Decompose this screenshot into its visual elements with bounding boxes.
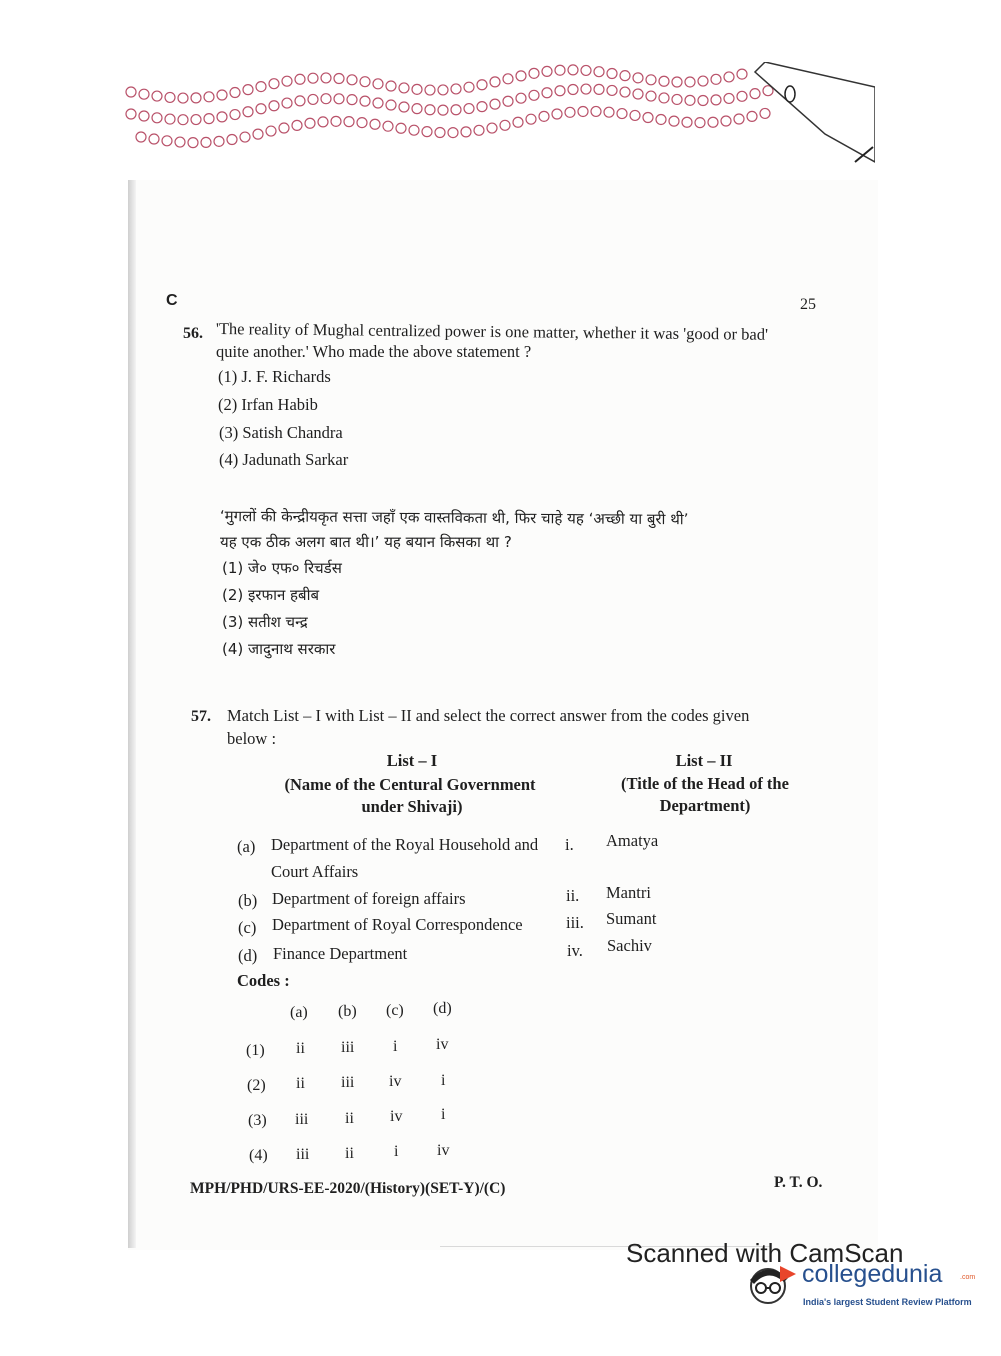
omr-bubble [360,77,370,87]
codes-row-4-b: ii [345,1145,354,1162]
omr-bubble [633,89,643,99]
q56-number: 56. [183,325,203,342]
omr-bubble [594,67,604,77]
omr-bubble [243,107,253,117]
omr-bubble [646,75,656,85]
omr-bubble [399,102,409,112]
codes-row-1-d: iv [436,1036,449,1053]
omr-bubble [464,104,474,114]
list2-item-i-text: Amatya [606,831,659,850]
codes-row-3-option: (3) [248,1112,267,1129]
set-code: C [166,292,178,309]
page-number: 25 [800,296,816,313]
omr-bubble [308,73,318,83]
codes-row-2-c: iv [389,1073,402,1090]
pto-label: P. T. O. [774,1174,823,1191]
omr-bubble [760,108,770,118]
omr-bubble [542,66,552,76]
omr-bubble [477,80,487,90]
omr-bubble [230,110,240,120]
omr-bubble [217,90,227,100]
omr-bubble [461,127,471,137]
omr-bubble [698,76,708,86]
omr-bubble [555,65,565,75]
omr-bubble [305,118,315,128]
codes-row-1-option: (1) [246,1042,265,1059]
omr-bubble [672,77,682,87]
omr-bubble [266,126,276,136]
omr-sheet-corner [755,62,875,162]
omr-bubble [425,85,435,95]
list1-item-a-text: Department of the Royal Household and [271,835,539,854]
q56-hindi-option-1: (1) जे० एफ० रिचर्डस [222,559,342,577]
omr-bubble [253,129,263,139]
omr-bubble [617,109,627,119]
list2-item-iv-text: Sachiv [607,936,652,955]
codes-header-a: (a) [290,1004,308,1021]
omr-bubble [399,83,409,93]
omr-bubble [487,123,497,133]
omr-bubble [490,77,500,87]
omr-bubble [373,98,383,108]
omr-bubble [321,73,331,83]
omr-bubble [396,123,406,133]
list1-item-a-label: (a) [237,837,256,856]
omr-bubble [412,104,422,114]
omr-bubble [724,93,734,103]
omr-bubble [708,117,718,127]
q57-text-line1: Match List – I with List – II and select the correct answer from the codes given [227,706,750,725]
omr-bubble [555,86,565,96]
omr-bubble [526,114,536,124]
omr-bubble [737,69,747,79]
omr-bubble [539,111,549,121]
omr-bubble [607,69,617,79]
omr-bubble [503,96,513,106]
omr-bubble [669,116,679,126]
list1-item-d-label: (d) [238,946,258,965]
codes-row-4-option: (4) [249,1147,268,1164]
omr-bubble [136,132,146,142]
list2-subtitle-line2: Department) [659,796,751,815]
omr-bubble [282,98,292,108]
codes-row-3-c: iv [390,1108,403,1125]
omr-bubble [529,68,539,78]
omr-bubble [750,89,760,99]
omr-bubble [152,113,162,123]
omr-bubble [448,128,458,138]
list1-item-c-label: (c) [238,918,257,937]
omr-bubble [201,137,211,147]
omr-bubble [347,95,357,105]
omr-bubble [204,114,214,124]
omr-bubble [318,117,328,127]
omr-bubble [643,112,653,122]
omr-bubble [217,112,227,122]
codes-row-4-c: i [394,1143,399,1160]
omr-bubble [126,109,136,119]
list2-item-ii-text: Mantri [606,883,651,902]
omr-bubble [451,84,461,94]
omr-bubble [734,114,744,124]
omr-bubble [331,116,341,126]
list1-item-a-text-line2: Court Affairs [271,862,359,881]
omr-bubble [269,79,279,89]
omr-bubble [568,85,578,95]
omr-bubble [451,105,461,115]
omr-bubble [607,85,617,95]
q56-hindi-line1: ‘मुगलों की केन्द्रीयकृत सत्ता जहाँ एक वास्तविकता थी, फिर चाहे यह ‘अच्छी या बुरी थी’ [219,506,689,529]
omr-bubble [178,93,188,103]
omr-bubble [214,136,224,146]
omr-bubble [594,84,604,94]
omr-bubble [711,74,721,84]
omr-bubble [256,82,266,92]
omr-bubble [565,107,575,117]
list1-subtitle-line2: under Shivaji) [361,797,463,816]
omr-bubble [373,79,383,89]
omr-bubble [685,95,695,105]
list1-item-d-text: Finance Department [273,944,408,963]
omr-bubble [292,120,302,130]
omr-bubble [256,104,266,114]
omr-bubble [591,106,601,116]
omr-bubble [721,116,731,126]
omr-bubble [191,115,201,125]
omr-bubble [685,77,695,87]
omr-bubble [188,138,198,148]
omr-bubble [474,125,484,135]
omr-bubble [438,85,448,95]
omr-bubble [295,74,305,84]
list1-item-c-text: Department of Royal Correspondence [272,915,523,934]
omr-bubble [243,85,253,95]
omr-bubble [386,100,396,110]
collegedunia-brand-suffix: .com [960,1274,976,1281]
codes-row-2-b: iii [341,1074,355,1091]
q56-option-1: (1) J. F. Richards [218,367,331,386]
omr-bubble [279,123,289,133]
list2-item-iii-text: Sumant [606,909,657,928]
omr-bubble [682,117,692,127]
omr-bubble [552,109,562,119]
omr-bubble [383,121,393,131]
omr-bubble [516,93,526,103]
codes-row-1-c: i [393,1038,398,1055]
omr-bubble [581,84,591,94]
omr-bubble [308,94,318,104]
list2-item-ii-label: ii. [566,886,580,905]
omr-bubble [490,99,500,109]
omr-bubble [630,110,640,120]
omr-bubble [620,71,630,81]
omr-bubble [149,134,159,144]
page-edge-shadow [128,180,136,1248]
omr-bubble [230,88,240,98]
q56-text-line2: quite another.' Who made the above statement ? [216,342,532,361]
omr-bubble [360,96,370,106]
omr-bubble [178,115,188,125]
omr-bubble [581,65,591,75]
omr-bubble [529,90,539,100]
q57-text-line2: below : [227,729,277,748]
omr-bubble [139,89,149,99]
codes-row-3-a: iii [295,1111,309,1128]
omr-bubble [477,102,487,112]
omr-bubble [633,73,643,83]
collegedunia-brand: collegedunia [802,1260,943,1288]
q56-hindi-option-2: (2) इरफान हबीब [222,586,320,604]
omr-bubble [464,82,474,92]
codes-label: Codes : [237,971,290,990]
codes-row-4-d: iv [437,1142,450,1159]
omr-bubble [503,74,513,84]
codes-row-2-option: (2) [247,1077,266,1094]
omr-bubble [672,94,682,104]
omr-bubble [513,117,523,127]
omr-sheet-strip [125,62,875,167]
omr-bubble [204,92,214,102]
omr-bubble [438,105,448,115]
omr-bubble [165,92,175,102]
codes-row-3-d: i [441,1106,446,1123]
omr-bubble [370,119,380,129]
omr-bubble [659,76,669,86]
q56-hindi-option-4: (4) जादुनाथ सरकार [222,640,336,658]
omr-bubble [357,118,367,128]
omr-bubble [386,81,396,91]
codes-header-c: (c) [386,1002,404,1019]
omr-bubble [656,114,666,124]
list2-item-i-label: i. [565,835,574,854]
list1-title: List – I [386,751,438,770]
list2-subtitle-line1: (Title of the Head of the [621,774,789,793]
omr-bubble [334,74,344,84]
omr-bubble [425,105,435,115]
omr-bubble [165,114,175,124]
codes-row-4-a: iii [296,1146,310,1163]
omr-bubble [659,93,669,103]
codes-row-1-b: iii [341,1039,355,1056]
omr-bubble [152,91,162,101]
q56-option-3: (3) Satish Chandra [219,423,343,442]
omr-bubble [344,117,354,127]
collegedunia-logo-icon [744,1256,800,1306]
camscanner-watermark: Scanned with CamScan [626,1238,904,1268]
omr-bubble [412,84,422,94]
omr-bubble [737,91,747,101]
omr-bubble [175,137,185,147]
omr-bubble [347,75,357,85]
codes-row-2-a: ii [296,1075,305,1092]
omr-bubble [578,106,588,116]
omr-bubble [516,71,526,81]
codes-row-3-b: ii [345,1110,354,1127]
omr-bubble [321,94,331,104]
omr-bubble [422,127,432,137]
codes-header-b: (b) [338,1003,357,1020]
list1-item-b-text: Department of foreign affairs [272,889,466,908]
omr-bubble [620,87,630,97]
omr-bubble [604,107,614,117]
q57-number: 57. [191,708,211,725]
q56-option-4: (4) Jadunath Sarkar [219,450,349,469]
omr-bubble [542,88,552,98]
omr-bubble [568,65,578,75]
list1-item-b-label: (b) [238,891,258,910]
codes-header-d: (d) [433,1000,452,1017]
list2-title: List – II [675,751,733,770]
paper-code: MPH/PHD/URS-EE-2020/(History)(SET-Y)/(C) [190,1180,506,1197]
omr-bubble [695,118,705,128]
omr-bubble [191,93,201,103]
omr-bubble [282,76,292,86]
omr-bubble [747,111,757,121]
omr-bubble [126,87,136,97]
omr-bubble [409,125,419,135]
q56-text-line1: 'The reality of Mughal centralized power is one matter, whether it was 'good or bad' [215,319,769,344]
collegedunia-tagline: India's largest Student Review Platform [803,1297,972,1307]
omr-bubble [724,72,734,82]
list1-subtitle-line1: (Name of the Centural Government [284,775,536,794]
omr-bubbles [126,65,773,148]
list2-item-iv-label: iv. [567,941,583,960]
omr-bubble [227,135,237,145]
codes-row-1-a: ii [296,1040,305,1057]
omr-bubble [269,101,279,111]
list2-item-iii-label: iii. [566,913,584,932]
q56-option-2: (2) Irfan Habib [218,395,318,414]
omr-bubble [295,96,305,106]
omr-bubble [334,94,344,104]
omr-bubble [139,111,149,121]
q56-hindi-option-3: (3) सतीश चन्द्र [222,613,308,631]
omr-bubble [435,128,445,138]
omr-bubble [500,120,510,130]
q56-hindi-line2: यह एक ठीक अलग बात थी।’ यह बयान किसका था ? [220,533,512,551]
codes-row-2-d: i [441,1072,446,1089]
omr-bubble [646,91,656,101]
omr-bubble [162,136,172,146]
omr-bubble [711,95,721,105]
omr-bubble [240,132,250,142]
omr-bubble [698,96,708,106]
